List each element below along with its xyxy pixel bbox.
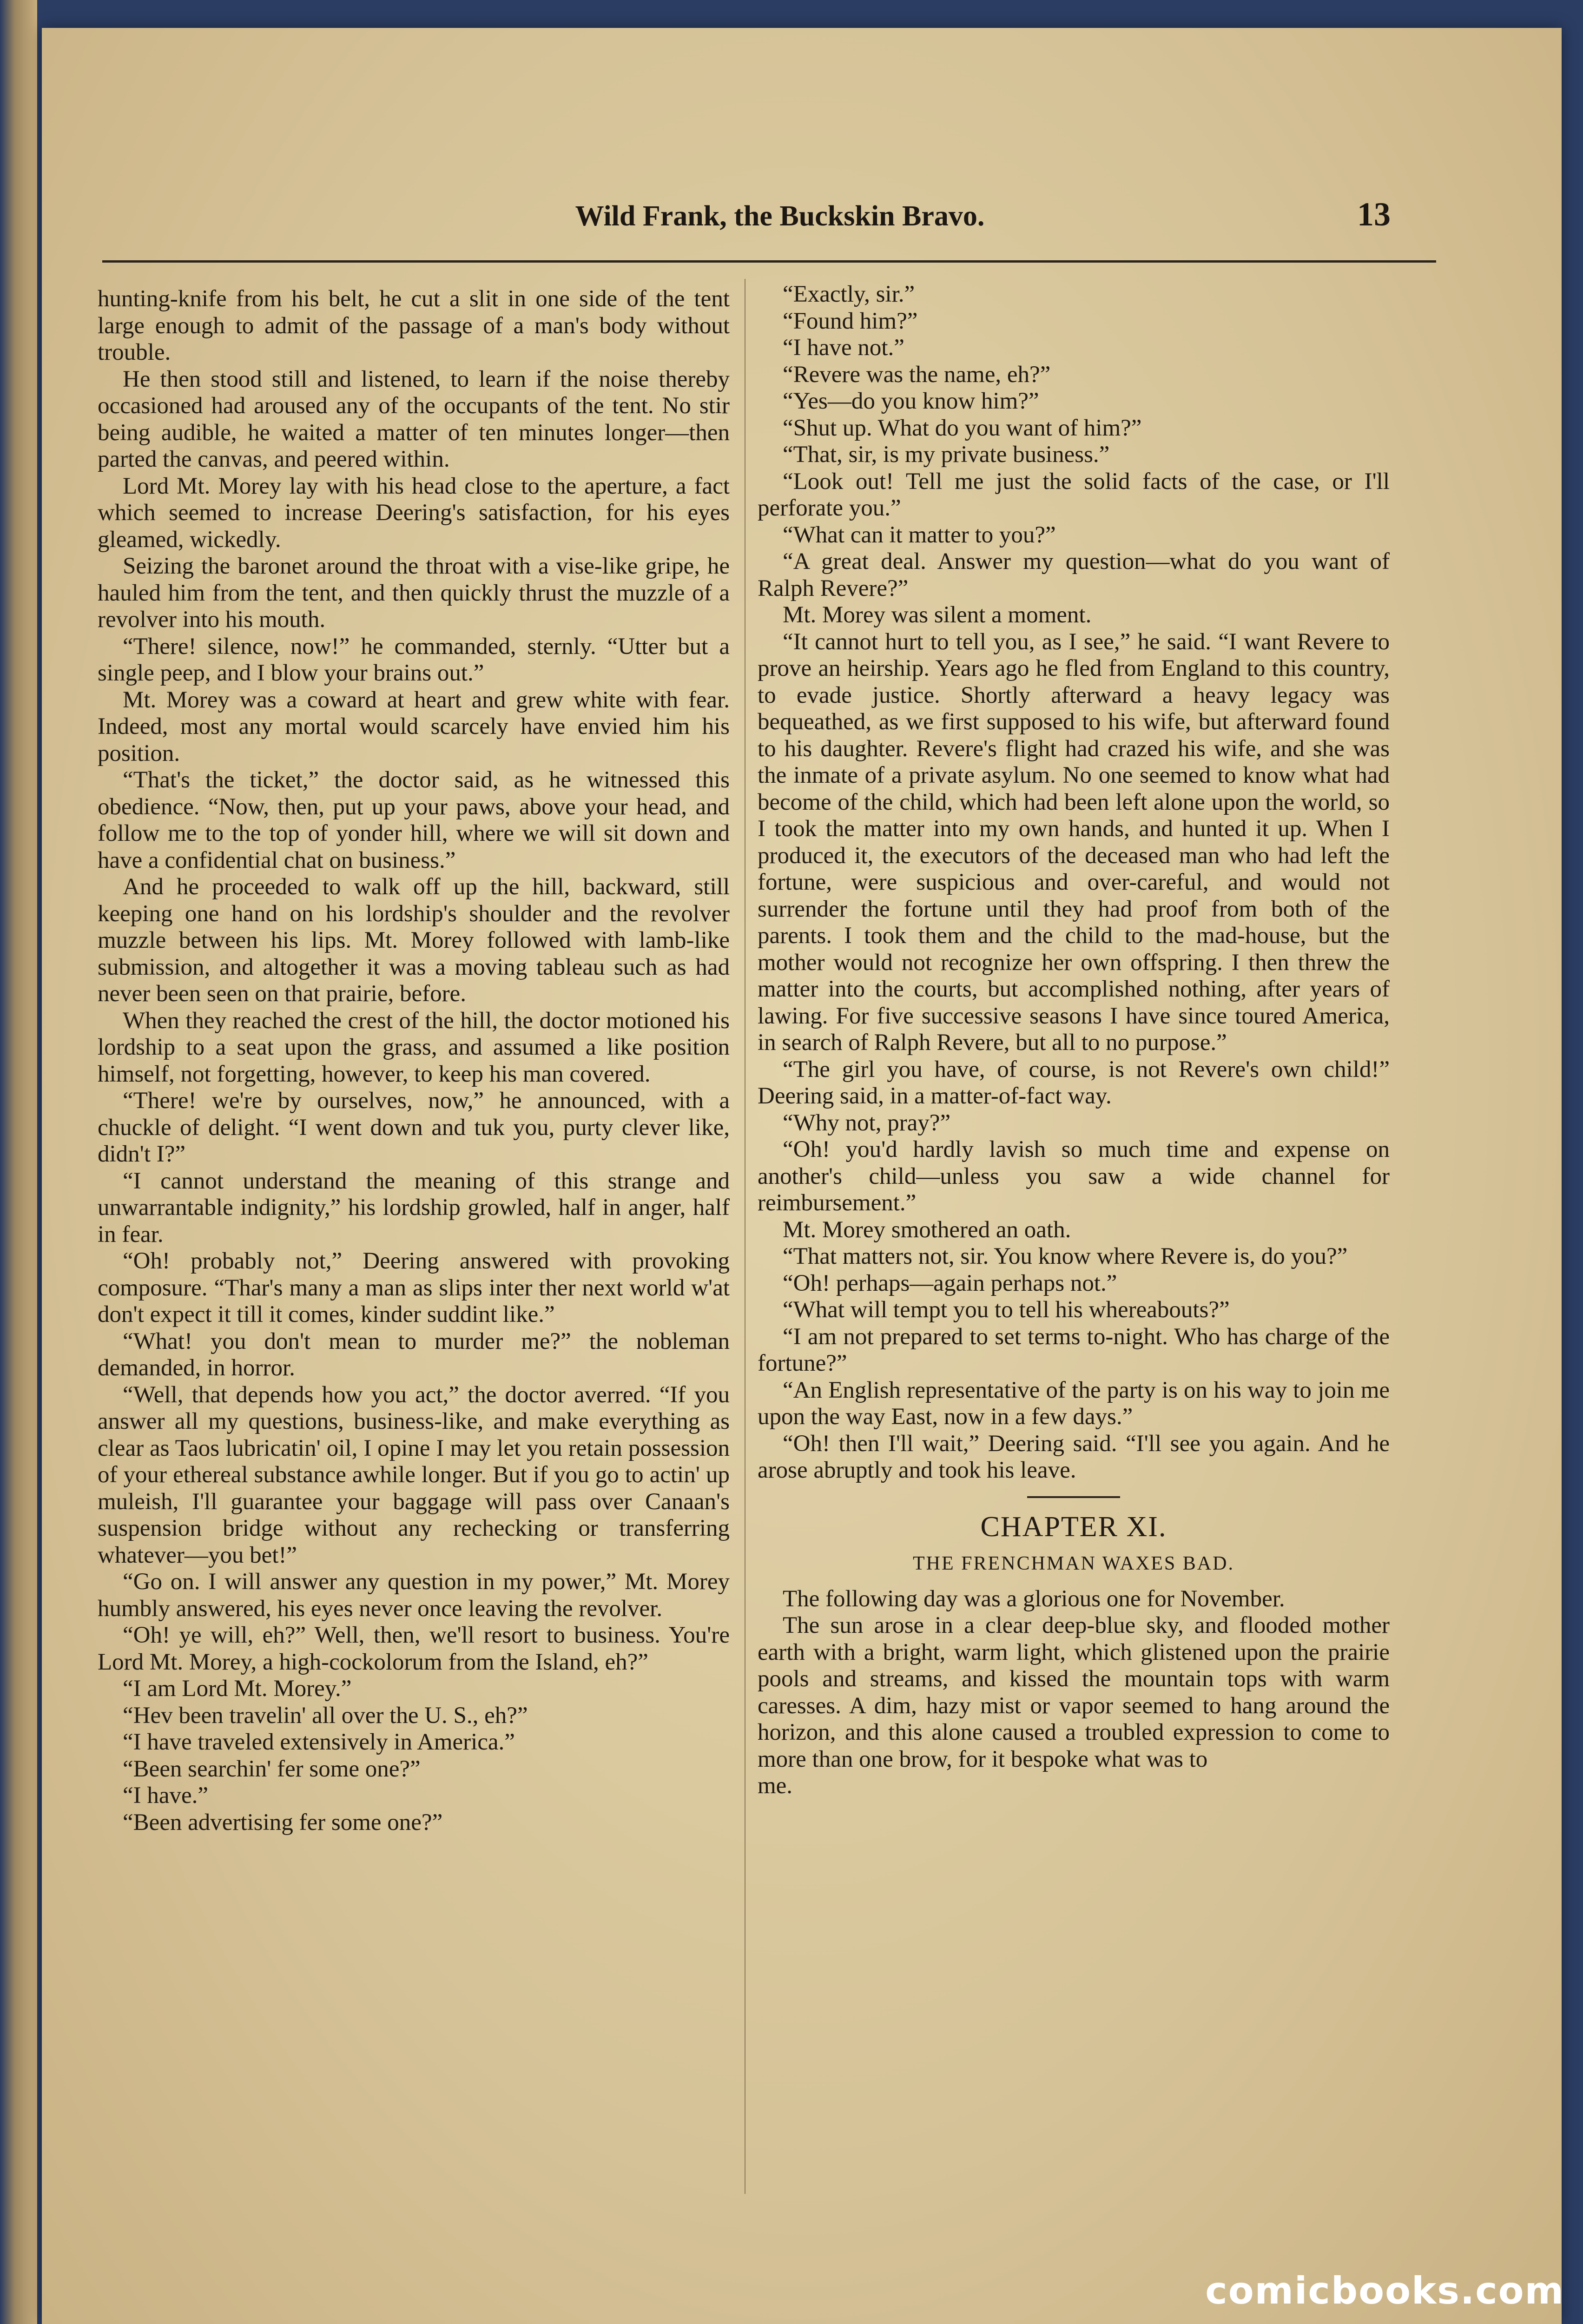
paragraph: “Look out! Tell me just the solid facts of the case, or I'll perforate you.” [758, 468, 1390, 521]
paragraph: “An English representative of the party is on his way to join me upon the way East, now in a few days.” [758, 1377, 1390, 1430]
paragraph: “I have not.” [783, 335, 904, 361]
paragraph: “Oh! ye will, eh?” Well, then, we'll resort to business. You're Lord Mt. Morey, a high-cockolorum from the Island, eh?” [98, 1622, 730, 1675]
paragraph: “A great deal. Answer my question—what do you want of Ralph Revere?” [758, 548, 1390, 601]
right-column [758, 281, 1390, 1800]
paragraph: “Exactly, sir.” [783, 281, 915, 307]
book-page [42, 28, 1562, 2324]
paragraph: “Shut up. What do you want of him?” [783, 415, 1142, 441]
running-head [42, 28, 1562, 260]
paragraph: “That, sir, is my private business.” [783, 442, 1110, 468]
header-rule [102, 260, 1436, 263]
adjacent-page-edge [0, 0, 37, 2324]
chapter-heading: CHAPTER XI. [980, 1511, 1167, 1543]
paragraph: “Well, that depends how you act,” the doctor averred. “If you answer all my questions, business-like, and make everything as clear as Taos lubricatin' oil, I opine I may let you retain possession of your ethereal substance awhile longer. But if you go to actin' up muleish, I'll guarantee your baggage will pass over Canaan's suspension bridge without any rechecking or transferring whatever—you bet!” [98, 1381, 730, 1568]
paragraph: “I am Lord Mt. Morey.” [123, 1676, 352, 1702]
paragraph: Mt. Morey was a coward at heart and grew white with fear. Indeed, most any mortal would scarcely have envied him his position. [98, 687, 730, 766]
paragraph: hunting-knife from his belt, he cut a slit in one side of the tent large enough to admit of the passage of a man's body without trouble. [98, 286, 730, 365]
watermark: comicbooks.com [1205, 2269, 1564, 2312]
paragraph: And he proceeded to walk off up the hill, backward, still keeping one hand on his lordship's shoulder and the revolver muzzle between his lips. Mt. Morey followed with lamb-like submission, and altogether it was a moving tableau such as had never been seen on that prairie, before. [98, 874, 730, 1007]
paragraph: “That's the ticket,” the doctor said, as he witnessed this obedience. “Now, then, put up your paws, above your head, and follow me to the top of yonder hill, where we will sit down and have a confidential chat on business.” [98, 767, 730, 873]
chapter-rule [1027, 1496, 1120, 1498]
paragraph: “Go on. I will answer any question in my power,” Mt. Morey humbly answered, his eyes never once leaving the revolver. [98, 1569, 730, 1622]
paragraph: Mt. Morey smothered an oath. [783, 1216, 1071, 1243]
paragraph: He then stood still and listened, to learn if the noise thereby occasioned had aroused any of the occupants of the tent. No stir being audible, he waited a matter of ten minutes longer—then parted the canvas, and peered within. [98, 366, 730, 472]
paragraph: “Found him?” [783, 308, 918, 334]
paragraph: “Oh! probably not,” Deering answered with provoking composure. “Thar's many a man as slips inter ther next world w'at don't expect it till it comes, kinder suddint like.” [98, 1248, 730, 1327]
paragraph: “Oh! then I'll wait,” Deering said. “I'll see you again. And he arose abruptly and took his leave. [758, 1430, 1390, 1483]
paragraph: “What! you don't mean to murder me?” the nobleman demanded, in horror. [98, 1328, 730, 1381]
paragraph: “Revere was the name, eh?” [783, 361, 1051, 388]
paragraph: Seizing the baronet around the throat with a vise-like gripe, he hauled him from the tent, and then quickly thrust the muzzle of a revolver into his mouth. [98, 553, 730, 633]
paragraph: “Oh! perhaps—again perhaps not.” [783, 1270, 1117, 1296]
paragraph: “What will tempt you to tell his whereabouts?” [783, 1297, 1230, 1323]
paragraph: “I cannot understand the meaning of this strange and unwarrantable indignity,” his lordship growled, half in anger, half in fear. [98, 1168, 730, 1248]
paragraph: When they reached the crest of the hill, the doctor motioned his lordship to a seat upon the grass, and assumed a like position himself, not forgetting, however, to keep his man covered. [98, 1007, 730, 1087]
left-column [98, 286, 730, 1836]
paragraph: “There! we're by ourselves, now,” he announced, with a chuckle of delight. “I went down and tuk you, purty clever like, didn't I?” [98, 1088, 730, 1167]
paragraph: “It cannot hurt to tell you, as I see,” he said. “I want Revere to prove an heirship. Years ago he fled from England to this country, to evade justice. Shortly afterward a heavy legacy was bequeathed, as we first supposed to his wife, but afterward found to his daughter. Revere's flight had crazed his wife, and she was the inmate of a private asylum. No one seemed to know what had become of the child, which had been left alone upon the world, so I took the matter into my own hands, and hunted it up. When I produced it, the executors of the deceased man who had left the fortune, were suspicious and over-careful, and would not surrender the fortune until they had proof from both of the parents. I took them and the child to the mad-house, but the mother would not recognize her own offspring. I then threw the matter into the courts, but accomplished nothing, after years of lawing. For five successive seasons I have since toured America, in search of Ralph Revere, but all to no purpose.” [758, 628, 1390, 1056]
paragraph: The sun arose in a clear deep-blue sky, and flooded mother earth with a bright, warm light, which glistened upon the prairie pools and streams, and kissed the mountain tops with warm caresses. A dim, hazy mist or vapor seemed to hang around the horizon, and this alone caused a troubled expression to come to more than one brow, for it bespoke what was to [758, 1612, 1390, 1772]
paragraph: “I have traveled extensively in America.” [123, 1729, 515, 1755]
paragraph: “Hev been travelin' all over the U. S., eh?” [123, 1702, 528, 1729]
paragraph: “Oh! you'd hardly lavish so much time and expense on another's child—unless you saw a wide channel for reimbursement.” [758, 1136, 1390, 1216]
paragraph: The following day was a glorious one for November. [783, 1585, 1285, 1612]
paragraph: “The girl you have, of course, is not Revere's own child!” Deering said, in a matter-of-fact way. [758, 1056, 1390, 1109]
paragraph: “Why not, pray?” [783, 1109, 951, 1136]
paragraph: “I am not prepared to set terms to-night. Who has charge of the fortune?” [758, 1323, 1390, 1376]
paragraph: “Yes—do you know him?” [783, 388, 1039, 414]
page-number: 13 [1357, 196, 1391, 233]
chapter-subtitle: THE FRENCHMAN WAXES BAD. [913, 1553, 1234, 1574]
paragraph: Lord Mt. Morey lay with his head close to the aperture, a fact which seemed to increase Deering's satisfaction, for his eyes gleamed, wickedly. [98, 473, 730, 553]
paragraph: “That matters not, sir. You know where Revere is, do you?” [783, 1243, 1348, 1269]
paragraph: “Been searchin' fer some one?” [123, 1756, 421, 1782]
paragraph: “Been advertising fer some one?” [123, 1809, 443, 1835]
paragraph: “What can it matter to you?” [783, 522, 1056, 548]
trailing-fragment: me. [758, 1773, 793, 1799]
paragraph: Mt. Morey was silent a moment. [783, 602, 1092, 628]
paragraph: “There! silence, now!” he commanded, sternly. “Utter but a single peep, and I blow your brains out.” [98, 633, 730, 686]
paragraph: “I have.” [123, 1783, 209, 1809]
running-title: Wild Frank, the Buckskin Bravo. [575, 200, 985, 232]
